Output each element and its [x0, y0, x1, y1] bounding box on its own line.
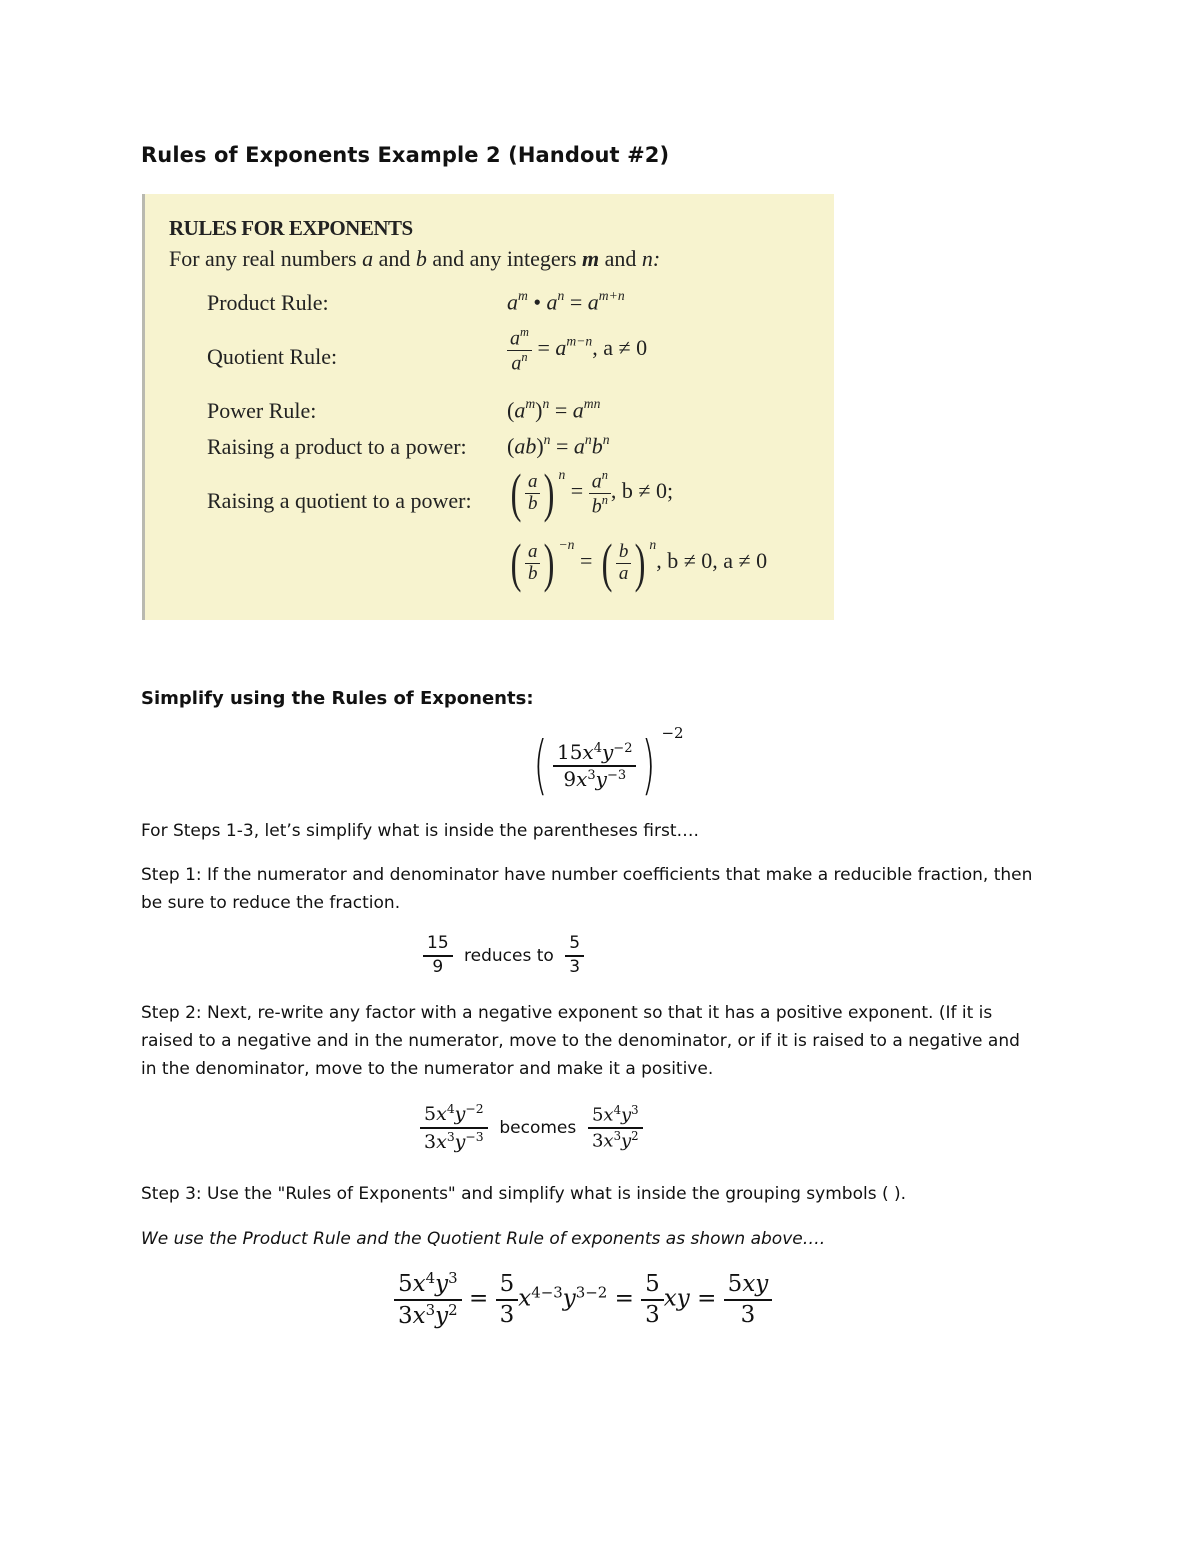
quotient-power-rule-label: Raising a quotient to a power: — [207, 488, 472, 513]
steps-intro: For Steps 1-3, let’s simplify what is inside the parentheses first…. — [141, 821, 699, 841]
step3-line: Step 3: Use the "Rules of Exponents" and simplify what is inside the grouping symbols ( ). — [141, 1184, 907, 1204]
step1-expression: $\frac{15}{9}$ reduces to $\frac{5}{3}$ — [423, 934, 584, 977]
rules-for-exponents-box — [142, 194, 834, 620]
step3-expression: $\frac{5x^4y^3}{3x^3y^2}$ = $\frac{5}{3}$ $x^{4-3}y^{3-2}$ = $\frac{5}{3}$ xy = $\frac{5xy}{3}$ — [394, 1270, 772, 1329]
quotient-rule-label: Quotient Rule: — [207, 344, 338, 369]
page-title: Rules of Exponents Example 2 (Handout #2) — [141, 143, 670, 167]
quotient-power-rule-formula-2: ( $\frac{a}{b}$ ) $^{-n}$ = ( $\frac{b}{a}$ ) $^n$, b ≠ 0, a ≠ 0 — [510, 533, 768, 593]
step1-line2: be sure to reduce the fraction. — [141, 893, 401, 913]
step2-line3: in the denominator, move to the numerator and make it a positive. — [141, 1059, 714, 1079]
step2-line2: raised to a negative and in the numerator, move to the denominator, or if it is raised to a negative and — [141, 1031, 1020, 1051]
product-rule-formula: $a^m$ • $a^n = a^{m+n}$ — [507, 288, 625, 315]
product-power-rule-formula: $(ab)^n = a^nb^n$ — [507, 432, 610, 459]
quotient-rule-formula: $\frac{a^m}{a^n}$ = $a^{m-n}$, a ≠ 0 — [507, 326, 647, 374]
product-power-rule-label: Raising a product to a power: — [207, 434, 467, 459]
rules-heading: RULES FOR EXPONENTS — [169, 216, 413, 240]
step1-line1: Step 1: If the numerator and denominator have number coefficients that make a reducible fraction, then — [141, 865, 1033, 885]
quotient-power-rule-formula-1: ( $\frac{a}{b}$ ) $^n$ = $\frac{a^n}{b^n}$ , b ≠ 0; — [510, 463, 674, 523]
product-rule-label: Product Rule: — [207, 290, 329, 315]
power-rule-label: Power Rule: — [207, 398, 317, 423]
simplify-label: Simplify using the Rules of Exponents: — [141, 688, 534, 709]
step2-expression: $\frac{5x^4y^{-2}}{3x^3y^{-3}}$ becomes $\frac{5x^4y^3}{3x^3y^2}$ — [420, 1102, 643, 1153]
step2-line1: Step 2: Next, re-write any factor with a negative exponent so that it has a positive exponent. (If it is — [141, 1003, 993, 1023]
step3-note: We use the Product Rule and the Quotient Rule of exponents as shown above…. — [141, 1229, 826, 1249]
power-rule-formula: $(a^m)^n = a^{mn}$ — [507, 396, 601, 423]
problem-expression: ( $\frac{15x^4y^{-2}}{9x^3y^{-3}}$ ) $^{-2}$ — [533, 724, 684, 803]
rules-intro: For any real numbers a and b and any integers m and n: — [169, 246, 661, 271]
